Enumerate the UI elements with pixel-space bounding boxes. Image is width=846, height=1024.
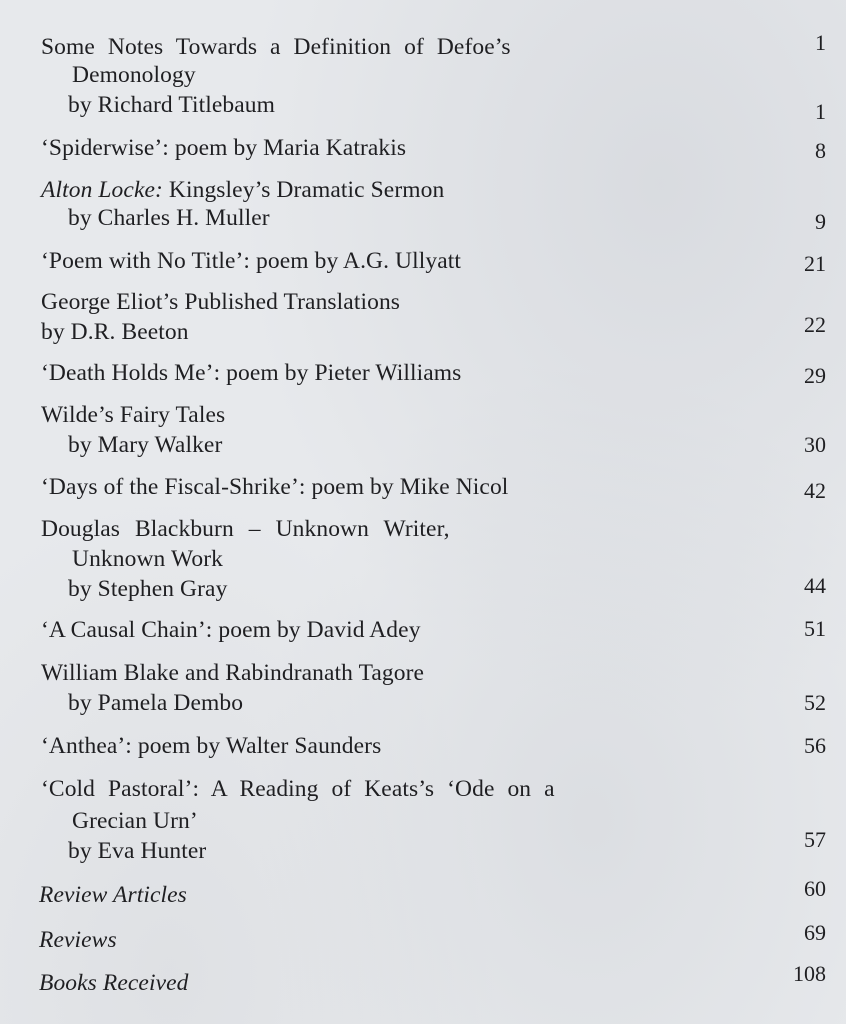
toc-title: ‘A Causal Chain’: poem by David Adey [41,617,421,643]
toc-title: ‘Poem with No Title’: poem by A.G. Ullyatt [41,248,462,274]
toc-page-number: 42 [804,478,826,503]
toc-page-number: 8 [815,138,826,163]
toc-author: by D.R. Beeton [41,319,189,345]
toc-title-italic: Alton Locke: [41,177,163,203]
toc-page-number: 22 [804,312,826,337]
toc-title: Douglas Blackburn – Unknown Writer, [41,516,450,542]
toc-title-rest: Kingsley’s Dramatic Sermon [162,177,445,203]
toc-page-number: 60 [804,876,826,901]
toc-author: by Pamela Dembo [68,690,244,716]
toc-page-number: 108 [793,961,826,986]
toc-page-number: 44 [804,573,826,598]
toc-title: Grecian Urn’ [72,808,198,834]
toc-author: by Mary Walker [68,432,223,458]
toc-title: Demonology [72,62,196,88]
toc-page-number: 9 [815,209,826,234]
toc-section-heading: Review Articles [39,882,187,908]
toc-author: by Stephen Gray [68,576,228,602]
toc-title: George Eliot’s Published Translations [41,289,401,315]
toc-page-number: 21 [804,251,826,276]
toc-page-number: 30 [804,432,826,457]
toc-page-number: 1 [815,30,826,55]
toc-page-number: 1 [815,99,826,124]
toc-title: ‘Cold Pastoral’: A Reading of Keats’s ‘Ode on a [41,776,555,802]
toc-page-number: 51 [804,616,826,641]
toc-section-heading: Reviews [39,927,117,953]
toc-page-number: 56 [804,733,826,758]
toc-title: ‘Anthea’: poem by Walter Saunders [41,733,382,759]
toc-author: by Eva Hunter [68,838,207,864]
toc-page-number: 52 [804,690,826,715]
toc-title: Wilde’s Fairy Tales [41,402,226,428]
toc-author: by Charles H. Muller [68,205,270,231]
toc-title: William Blake and Rabindranath Tagore [41,660,425,686]
toc-title [41,179,444,203]
toc-author: by Richard Titlebaum [68,92,275,118]
toc-title: Unknown Work [72,546,223,572]
toc-title: ‘Death Holds Me’: poem by Pieter Williams [41,360,462,386]
toc-title: Some Notes Towards a Definition of Defoe’s [41,34,511,60]
toc-title: ‘Spiderwise’: poem by Maria Katrakis [41,135,407,161]
toc-title: ‘Days of the Fiscal-Shrike’: poem by Mike Nicol [41,474,509,500]
toc-page-number: 29 [804,363,826,388]
toc-page-number: 69 [804,920,826,945]
toc-section-heading: Books Received [39,970,189,996]
toc-page-number: 57 [804,827,826,852]
